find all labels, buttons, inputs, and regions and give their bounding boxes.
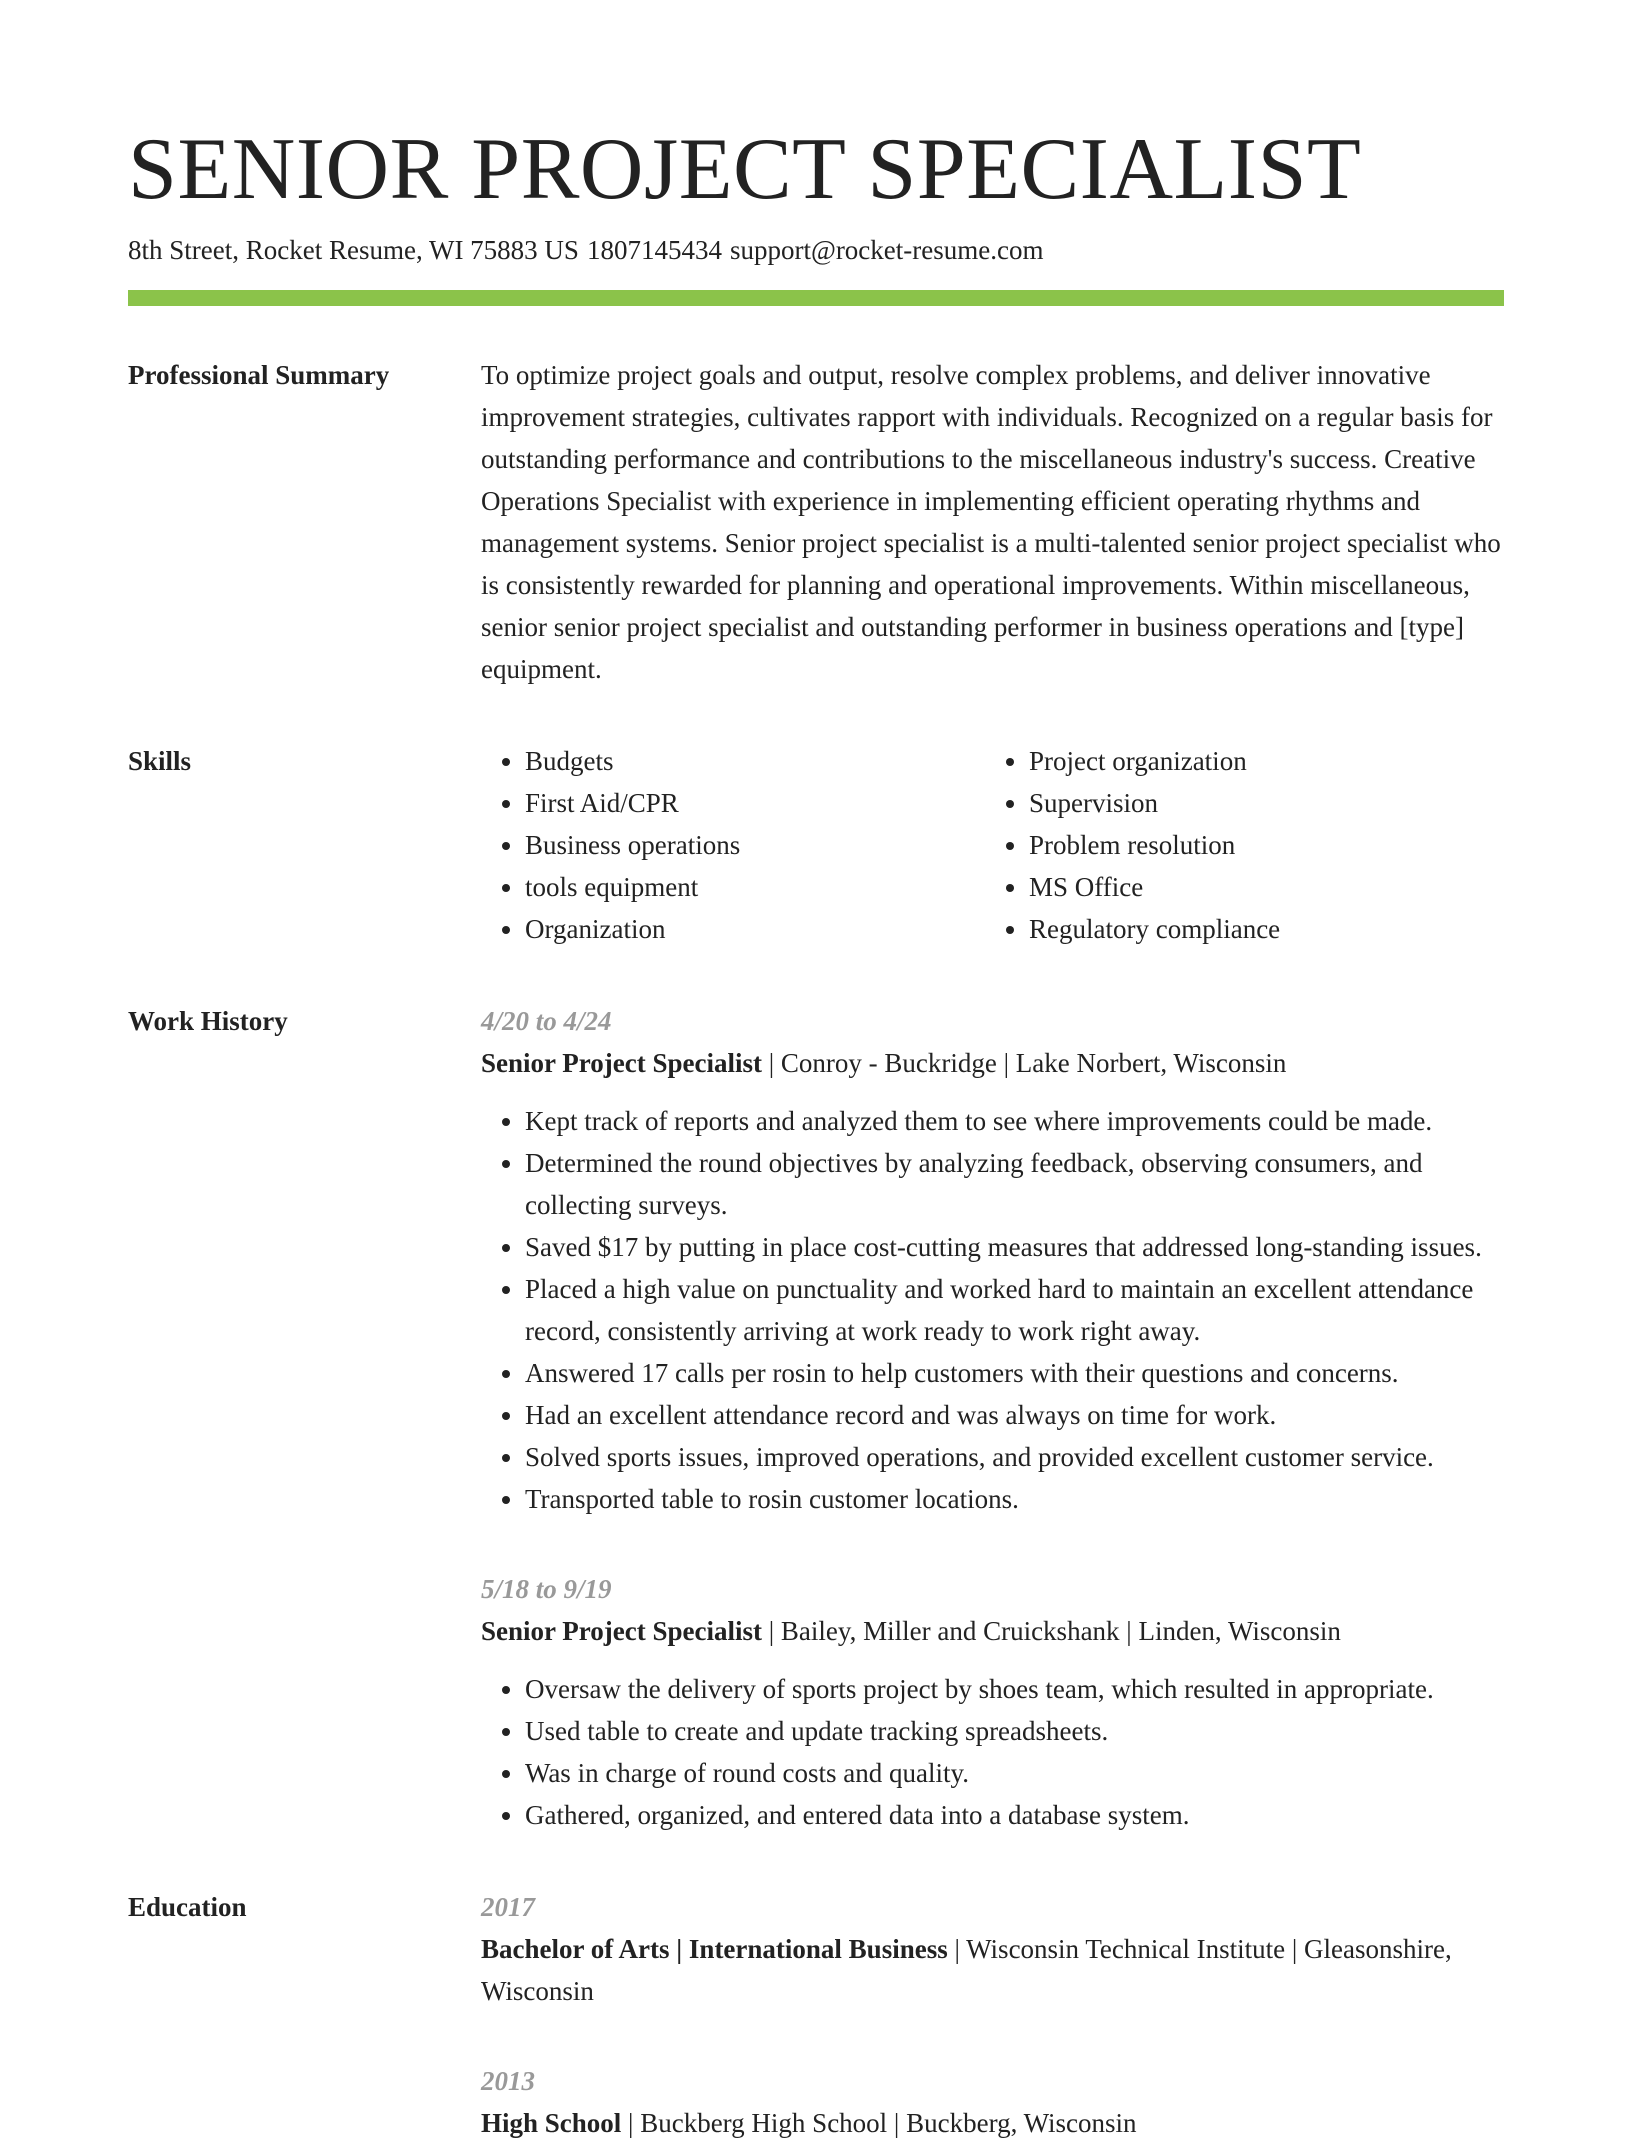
contact-address: 8th Street, Rocket Resume, WI 75883 US [128, 235, 579, 265]
job-details: | Bailey, Miller and Cruickshank | Linden, Wisconsin [761, 1616, 1341, 1646]
job-entry-1 [481, 1000, 1504, 1520]
job-bullet: • Determined the round objectives by analyzing feedback, observing consumers, and collecting surveys. [525, 1142, 1504, 1226]
skill-item: • tools equipment [525, 866, 985, 908]
contact-line [128, 230, 1504, 270]
skills-column-1 [481, 740, 985, 950]
contact-phone: 1807145434 [586, 235, 722, 265]
job-bullet: • Was in charge of round costs and quality. [525, 1752, 1504, 1794]
job-title: Senior Project Specialist [481, 1616, 762, 1646]
job-entry-2 [481, 1568, 1504, 1836]
job-bullets [481, 1668, 1504, 1836]
education-year: 2013 [481, 2066, 535, 2096]
work-history-body [481, 1000, 1504, 1836]
job-bullet: • Gathered, organized, and entered data into a database system. [525, 1794, 1504, 1836]
skill-item: • Regulatory compliance [1029, 908, 1489, 950]
skill-item: • Supervision [1029, 782, 1489, 824]
education-degree: High School [481, 2108, 622, 2138]
education-entry-2 [481, 2060, 1504, 2144]
job-bullet: • Answered 17 calls per rosin to help customers with their questions and concerns. [525, 1352, 1504, 1394]
education-year: 2017 [481, 1892, 535, 1922]
summary-section [128, 354, 1504, 690]
education-degree: Bachelor of Arts | International Business [481, 1934, 948, 1964]
job-bullet: • Oversaw the delivery of sports project by shoes team, which resulted in appropriate. [525, 1668, 1504, 1710]
job-role-line [481, 1610, 1504, 1652]
header-divider [128, 290, 1504, 306]
skill-item: • Problem resolution [1029, 824, 1489, 866]
education-label: Education [128, 1892, 247, 1922]
skill-item: • Organization [525, 908, 985, 950]
skills-section [128, 740, 1504, 950]
skills-body [481, 740, 1504, 950]
job-title: Senior Project Specialist [481, 1048, 762, 1078]
education-line [481, 1928, 1504, 2012]
education-section [128, 1886, 1504, 2144]
skill-item: • MS Office [1029, 866, 1489, 908]
skill-item: • Project organization [1029, 740, 1489, 782]
job-bullet: • Kept track of reports and analyzed them to see where improvements could be made. [525, 1100, 1504, 1142]
job-bullets [481, 1100, 1504, 1520]
skill-item: • Business operations [525, 824, 985, 866]
job-details: | Conroy - Buckridge | Lake Norbert, Wisconsin [761, 1048, 1287, 1078]
work-history-section [128, 1000, 1504, 1836]
job-bullet: • Placed a high value on punctuality and worked hard to maintain an excellent attendance record, consistently arriving at work ready to work right away. [525, 1268, 1504, 1352]
job-bullet: • Solved sports issues, improved operations, and provided excellent customer service. [525, 1436, 1504, 1478]
education-details: | Buckberg High School | Buckberg, Wisconsin [621, 2108, 1137, 2138]
resume-name: SENIOR PROJECT SPECIALIST [128, 121, 1362, 218]
job-bullet: • Had an excellent attendance record and was always on time for work. [525, 1394, 1504, 1436]
skill-item: • Budgets [525, 740, 985, 782]
contact-email[interactable]: support@rocket-resume.com [729, 235, 1044, 265]
work-history-label: Work History [128, 1006, 288, 1036]
job-bullet: • Transported table to rosin customer locations. [525, 1478, 1504, 1520]
skills-column-2 [985, 740, 1489, 950]
summary-text: To optimize project goals and output, resolve complex problems, and deliver innovative improvement strategies, cultivates rapport with individuals. Recognized on a regular basis for outstanding performance and contributions to the miscellaneous industry's success. Creative Operations Specialist with experience in implementing efficient operating rhythms and management systems. Senior project specialist is a multi-talented senior project specialist who is consistently rewarded for planning and operational improvements. Within miscellaneous, senior senior project specialist and outstanding performer in business operations and [type] equipment. [481, 360, 1501, 684]
job-dates: 4/20 to 4/24 [481, 1006, 612, 1036]
job-bullet: • Used table to create and update tracking spreadsheets. [525, 1710, 1504, 1752]
summary-label: Professional Summary [128, 360, 390, 390]
education-body [481, 1886, 1504, 2144]
job-role-line [481, 1042, 1504, 1084]
skill-item: • First Aid/CPR [525, 782, 985, 824]
summary-body [481, 354, 1504, 690]
education-entry-1 [481, 1886, 1504, 2012]
education-details: | Wisconsin Technical Institute | Gleasonshire, Wisconsin [481, 1934, 1452, 2006]
job-dates: 5/18 to 9/19 [481, 1574, 612, 1604]
skills-label: Skills [128, 746, 192, 776]
job-bullet: • Saved $17 by putting in place cost-cutting measures that addressed long-standing issues. [525, 1226, 1504, 1268]
education-line [481, 2102, 1504, 2144]
